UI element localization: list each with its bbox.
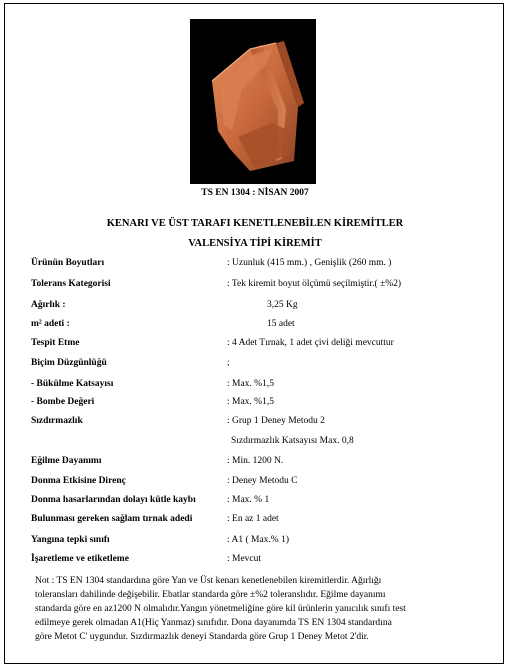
spec-value: : Mevcut — [227, 554, 262, 564]
spec-value: : A1 ( Max.% 1) — [227, 535, 290, 545]
spec-label: - Bombe Değeri — [31, 397, 95, 407]
spec-row-impermeability — [31, 416, 501, 430]
footnote — [35, 574, 485, 644]
spec-row-weight — [31, 300, 501, 314]
spec-value: : Tek kiremit boyut ölçümü seçilmiştir.( ±%2) — [227, 279, 402, 289]
spec-label: Donma Etkisine Direnç — [31, 476, 126, 486]
footnote-line: göre Metot C' uygundur. Sızdırmazlık deneyi Standarda göre Grup 1 Deney Metot 2'dir. — [35, 632, 369, 642]
document-title: KENARI VE ÜST TARAFI KENETLENEBİLEN KİREMİTLER — [106, 218, 404, 229]
spec-row-mass-loss — [31, 495, 501, 509]
spec-row-frost — [31, 476, 501, 490]
spec-value: : Grup 1 Deney Metodu 2 — [227, 416, 325, 426]
spec-sheet — [4, 3, 504, 664]
spec-value: : Deney Metodu C — [227, 476, 298, 486]
roof-tile-icon — [190, 19, 316, 184]
spec-value: : Max. %1,5 — [227, 379, 274, 389]
spec-label: Bulunması gereken sağlam tırnak adedi — [31, 514, 193, 524]
footnote-line: Not : TS EN 1304 standardına göre Yan ve Üst kenarı kenetlenebilen kiremitlerdir. Ağırlığı — [35, 576, 382, 586]
spec-label: Biçim Düzgünlüğü — [31, 358, 107, 368]
spec-row-fire — [31, 535, 501, 549]
spec-value: : Min. 1200 N. — [227, 456, 284, 466]
spec-value: : En az 1 adet — [227, 514, 279, 524]
spec-label: Tolerans Kategorisi — [31, 279, 111, 289]
spec-value: 3,25 Kg — [267, 300, 298, 310]
spec-value: : 4 Adet Tırnak, 1 adet çivi deliği mevcuttur — [227, 338, 394, 348]
spec-label: Yangına tepki sınıfı — [31, 535, 110, 545]
spec-label: Sızdırmazlık — [31, 416, 83, 426]
spec-value: 15 adet — [267, 319, 295, 329]
impermeability-coefficient: Sızdırmazlık Katsayısı Max. 0,8 — [231, 436, 354, 446]
spec-row-dimensions — [31, 258, 501, 272]
spec-row-nibs — [31, 514, 501, 528]
footnote-line: edilmeye gerek olmadan A1(Hiç Yanmaz) sınıfıdır. Dona dayanımda TS EN 1304 standardına — [35, 618, 392, 628]
spec-row-marking — [31, 554, 501, 568]
spec-row-tolerance — [31, 279, 501, 293]
product-image — [190, 19, 316, 184]
spec-row-fixing — [31, 338, 501, 352]
spec-label: m² adeti : — [31, 319, 70, 329]
spec-row-per-m2 — [31, 319, 501, 333]
spec-row-bending — [31, 379, 501, 393]
spec-label: Eğilme Dayanımı — [31, 456, 102, 466]
footnote-line: standarda göre en az1200 N olmalıdır.Yangın yönetmeliğine göre kil ürünlerin yanıcılık sınıfı test — [35, 604, 406, 614]
standard-date: TS EN 1304 : NİSAN 2007 — [201, 188, 309, 198]
spec-label: İşaretleme ve etiketleme — [31, 554, 129, 564]
spec-value: : Max. % 1 — [227, 495, 270, 505]
spec-row-camber — [31, 397, 501, 411]
spec-value: ; — [227, 358, 230, 368]
spec-label: - Bükülme Katsayısı — [31, 379, 114, 389]
spec-label: Ağırlık : — [31, 300, 66, 310]
spec-value: : Uzunluk (415 mm.) , Genişlik (260 mm. ) — [227, 258, 392, 268]
footnote-line: toleransları dahilinde değişebilir. Ebatlar standarda göre ±%2 toleranslıdır. Eğilme dayanımı — [35, 590, 386, 600]
spec-row-flexural — [31, 456, 501, 470]
spec-label: Tespit Etme — [31, 338, 80, 348]
product-type-title: VALENSİYA TİPİ KİREMİT — [188, 238, 322, 249]
spec-row-shape — [31, 358, 501, 372]
spec-label: Donma hasarlarından dolayı kütle kaybı — [31, 495, 196, 505]
spec-label: Ürünün Boyutları — [31, 258, 105, 268]
spec-value: : Max. %1,5 — [227, 397, 274, 407]
